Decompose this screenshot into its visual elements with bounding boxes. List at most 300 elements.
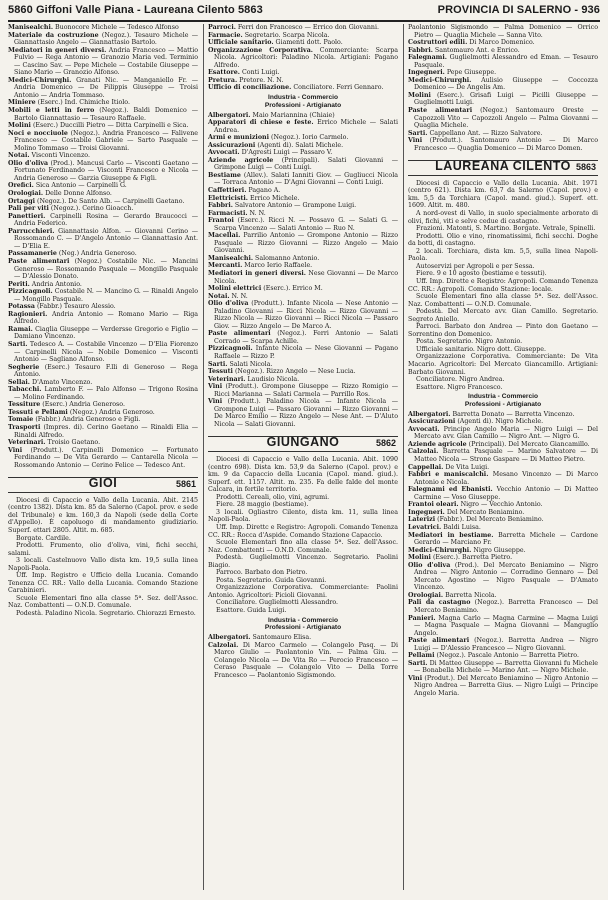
directory-entry (208, 187, 398, 195)
entry-category: Assicurazioni (408, 418, 456, 426)
entry-names: Santomauro Ant. e Enrico. (432, 46, 520, 54)
town-number: 5861 (175, 479, 196, 490)
header-left: 5860 Giffoni Valle Piana - Laureana Cilento 5863 (8, 4, 263, 16)
entry-category: Paste alimentari (8, 257, 70, 265)
entry-category: Aziende agricole (408, 440, 467, 448)
entry-names: Maio Mariannina (Chiaie) (250, 111, 335, 119)
section-title: Industria - Commercio (468, 393, 538, 401)
directory-entry (8, 107, 198, 122)
entry-names: Barretta Donato — Barretta Vincenzo. (450, 410, 575, 418)
column-1 (8, 24, 198, 618)
entry-category: Medici-Chirurghi. (408, 76, 472, 84)
town-paragraph: Scuole Elementari fino alla classe 5ª. Sez. dell'Assoc. Naz. Combattenti — O.N.D. Comunale. (8, 594, 198, 610)
entry-names: (Impres. di). Cerino Gaetano — Rinaldi Elia — Rinaldi Alfredo. (14, 423, 198, 439)
entry-category: Trasporti (8, 423, 41, 431)
entry-names: (Principali). Del Mercato Giancamillo. (466, 440, 590, 448)
entry-names: Errico Michele. (248, 194, 300, 202)
entry-names: (Negoz.) Santomauro Oreste — Capozzoli Vito — Capozzoli Angelo — Palma Giovanni — Quaglia Michele. (414, 107, 599, 130)
entry-names: (Fabbr.) Andria Generoso e Figli. (33, 416, 141, 424)
directory-entry (8, 47, 198, 77)
entry-category: Medici-Chirurghi. (408, 546, 472, 554)
town-paragraph: Prodotti. Cereali, olio, vini, agrumi. (216, 493, 330, 501)
directory-entry (408, 471, 598, 486)
directory-entry (8, 213, 198, 228)
entry-category: Mercanti. (208, 262, 243, 270)
directory-entry (408, 130, 598, 138)
entry-names: (Prod.). Mancusi Carlo — Visconti Gaetano — Fortunato Ferdinando — Visconti Francesco e Nicola — Andria Generoso — Garzia Giuseppe & Figli. (14, 159, 198, 182)
town-paragraph: 3 locali. Castelnuovo Vallo dista km. 19,5 sulla linea Napoli-Paola. (8, 557, 198, 572)
directory-entry (408, 637, 598, 652)
entry-category: Elettricisti. (208, 194, 248, 202)
entry-names: (Eserc.) Ind. Chimiche Itiolo. (35, 99, 130, 107)
directory-entry (8, 401, 198, 409)
directory-entry (208, 634, 398, 642)
entry-category: Ufficiale sanitario. (208, 39, 274, 47)
entry-category: Ragionieri. (8, 310, 48, 318)
entry-category: Paste alimentari (208, 330, 271, 338)
entry-names: (Eserc.). Barretta Pietro. (430, 554, 513, 562)
entry-names: Nigro — Vecchio Antonio. (458, 501, 543, 509)
entry-names: Del Mercato Beniamino. (444, 508, 525, 516)
entry-names: Errico Michele — Salati Andrea. (214, 119, 398, 134)
town-heading-giungano (208, 436, 398, 452)
section-heading (208, 94, 398, 110)
directory-entry (408, 509, 598, 517)
entry-names: Giamenti dott. Paolo. (273, 39, 343, 47)
directory-entry (408, 411, 598, 419)
entry-names: (Principali). Salati Giovanni — Grimpone Luigi — Conti Luigi. (214, 156, 398, 172)
town-paragraph: Podestà. Paladino Nicola. Segretario. Chiorazzi Ernesto. (16, 610, 196, 618)
directory-entry (208, 210, 398, 218)
entry-category: Mediatori in generi diversi. (208, 270, 306, 277)
section-subtitle: Professioni - Artigianato (264, 101, 342, 109)
entry-category: Olio d'oliva (208, 300, 249, 308)
entry-category: Sarti. (408, 129, 428, 137)
entry-category: Albergatori. (408, 410, 451, 418)
entry-names: Conciliatore. Ferri Gennaro. (291, 84, 384, 92)
entry-names: (Negoz.). Rizzo Angelo — Nese Lucia. (232, 368, 356, 376)
town-paragraph: Scuole Elementari fino alla classe 5ª. Sez. dell'Assoc. Naz. Combattenti — O.N.D. Comunale. (408, 293, 598, 308)
town-paragraph: Diocesi di Capaccio e Vallo della Lucania. Abit. 1971 (centro 621). Dista km. 63,7 da Salerno (Capol. prov.) e km. 5,5 da Torchiara (Capol. mand. giud.). Superf. ett. 1609. Altit. m. 480. (408, 179, 598, 210)
town-paragraph: Autoservizi per Agropoli e per Sessa. (416, 262, 535, 270)
entry-category: Avvocati. (408, 425, 440, 433)
directory-entry (208, 69, 398, 77)
entry-category: Veterinari. (208, 375, 246, 383)
directory-entry (8, 288, 198, 303)
entry-names: Baldi Luisa. (441, 523, 481, 531)
town-paragraph: Conciliatore. Guglielmotti Alessandro. (216, 599, 339, 607)
directory-entry (408, 54, 598, 69)
directory-entry (408, 107, 598, 130)
entry-category: Esattore. (208, 69, 240, 77)
column-3 (408, 24, 598, 698)
entry-category: Medici-Chirurghi. (8, 76, 72, 84)
entry-names: (Produt.). Del Mercato Beniamino — Nigro Antonio — Nigro Andrea — Barretta Gius. — Nigro Luigi — Principe Angelo Maria. (414, 674, 598, 697)
entry-names: Cappellano Ant. — Rizzo Salvatore. (427, 129, 543, 137)
entry-names: Conti Luigi. (239, 69, 280, 77)
town-paragraph: Uff. Imp. Registro e Ufficio della Lucania. Comando Tenenza CC. RR.: Vallo della Lucania. Comando Stazione Carabinieri. (8, 572, 198, 595)
directory-entry (8, 152, 198, 160)
section-title: Industria - Commercio (268, 616, 338, 624)
directory-entry (208, 142, 398, 150)
directory-entry (408, 24, 598, 39)
directory-entry (208, 202, 398, 210)
entry-names: Di Matteo Giuseppe — Barretta Giovanni fu Michele — Bonabella Michele — Marino Ant. — Nigro Michele. (414, 659, 598, 675)
directory-entry (8, 250, 198, 258)
directory-entry (208, 24, 398, 32)
entry-category: Molini (408, 554, 431, 562)
entry-names: (Negoz.). Ferri Antonio — Salati Corrado — Scarpa Achille. (214, 330, 398, 345)
entry-names: Commerciante: Scarpa Nicola. Agricoltori: Paladino Nicola. Artigiani: Pagano Alfredo. (214, 46, 398, 69)
entry-names: (Negoz.) Costabile Nic. — Mancini Generoso — Rossomando Pasquale — Mongillo Pasquale — D'Alessio Donato. (14, 257, 198, 281)
directory-entry (208, 383, 398, 398)
directory-entry (8, 341, 198, 364)
directory-entry (208, 398, 398, 428)
directory-entry (408, 675, 598, 698)
entry-category: Miniere (8, 99, 36, 107)
entry-category: Vini (208, 398, 223, 406)
entry-names: Laudisio Nicola. (245, 375, 300, 383)
directory-entry (408, 486, 598, 501)
directory-entry (208, 330, 398, 345)
entry-names: Guglielmotti Alessandro ed Eman. — Tesauro Pasquale. (414, 54, 598, 69)
entry-category: Orologiai. (408, 591, 444, 599)
directory-entry (8, 281, 198, 289)
directory-entry (208, 368, 398, 376)
entry-names: Granati Nic. — Manganiello Fr. — Andria Domenico — De Filippis Giuseppe — Troisi Antonio — Andria Tommaso. (14, 76, 198, 99)
directory-entry (8, 439, 198, 447)
directory-entry (208, 217, 398, 232)
column-divider (403, 24, 404, 890)
entry-names: Salomanno Antonio. (253, 254, 320, 262)
directory-entry (8, 326, 198, 341)
entry-category: Molini (408, 91, 431, 99)
giffoni-entries (8, 24, 198, 469)
directory-entry (8, 364, 198, 379)
entry-category: Aziende agricole (208, 156, 274, 164)
entry-category: Veterinari. (8, 439, 46, 447)
directory-entry (208, 84, 398, 92)
directory-entry (8, 409, 198, 417)
entry-category: Manisealchi. (208, 254, 254, 262)
section-heading (208, 617, 398, 633)
town-paragraph: Parroco. Barbato don Pietro. (216, 569, 308, 577)
entry-names: Visconti Vincenzo. (29, 152, 90, 160)
directory-entry (408, 47, 598, 55)
entry-names: De Vita Luigi. (443, 463, 490, 471)
directory-entry (8, 386, 198, 401)
directory-entry (408, 77, 598, 92)
entry-category: Albergatori. (208, 111, 251, 119)
directory-entry (408, 448, 598, 463)
directory-entry (408, 69, 598, 77)
entry-names: N. N. (247, 209, 266, 217)
directory-entry (8, 130, 198, 153)
entry-category: Tessuti (208, 368, 233, 376)
column-divider (203, 24, 204, 890)
entry-names: Buonocore Michele — Tedesco Alfonso (53, 24, 179, 31)
entry-category: Bestiame (208, 171, 241, 179)
entry-category: Organizzazione Corporativa. (208, 46, 313, 54)
directory-entry (408, 418, 598, 426)
entry-names: Infante Nicola — Nese Giovanni — Pagano Raffaele — Rizzo P. (214, 345, 398, 361)
entry-category: Falegnami. (408, 54, 447, 62)
town-paragraph: Ufficiale sanitario. Nigro dott. Giuseppe. (416, 345, 546, 353)
entry-names: D'Amato Vincenzo. (30, 378, 93, 386)
entry-names: (Negoz.). Iorio Carmelo. (269, 134, 349, 142)
town-paragraph: Organizzazione Corporativa. Commerciante: Paolini Antonio. Agricoltori: Picioli Giovanni. (208, 584, 398, 599)
entry-category: Frantoi oleari. (408, 501, 459, 509)
entry-names: (Fabbr.). Del Mercato Beniamino. (435, 516, 544, 524)
directory-entry (8, 303, 198, 311)
entry-names: Andria Antonio — Romano Mario — Riga Alfredo. (14, 310, 198, 326)
entry-names: Delle Donne Alfonso. (43, 190, 112, 198)
directory-entry (208, 47, 398, 70)
gioi-entries (208, 24, 398, 92)
directory-entry (8, 258, 198, 281)
entry-names: Troisio Gaetano. (45, 439, 101, 447)
entry-category: Assicurazioni (208, 141, 256, 149)
town-name: GIOI (88, 476, 118, 491)
entry-category: Sarti. (8, 340, 28, 348)
entry-category: Mediatori in bestiame. (408, 531, 494, 539)
entry-category: Tessuti e Pellami (8, 408, 68, 416)
entry-category: Materiale da costruzione (8, 31, 99, 39)
entry-names: Pepe Giuseppe. (444, 69, 497, 77)
entry-names: (Fabbr.) Tesauro Alessio. (34, 303, 116, 311)
section-title: Industria - Commercio (268, 93, 338, 101)
entry-category: Costruttori edili. (408, 39, 468, 47)
column-2 (208, 24, 398, 679)
entry-category: Levatrici. (408, 523, 442, 531)
directory-entry (408, 137, 598, 152)
town-paragraph: Frazioni. Matonti, S. Martino. Borgate. Vetrale, Spinelli. (416, 225, 596, 233)
entry-names: Carpinelli Rosina — Gerardo Braucocci — Andria Federico. (14, 212, 198, 228)
entry-names: Paolantonio Sigismondo — Palma Domenico — Orrico Pietro — Quaglia Michele — Sanna Vito. (408, 24, 598, 39)
entry-names: Barretta Michele — Cardone Gerardo — Marciano Fr. (414, 531, 598, 547)
entry-category: Sarti. (208, 360, 228, 368)
entry-names: Magna Carlo — Magna Carmine — Magna Luigi — Magna Pasquale — Magna Giovanni — Manguglio Angelo. (414, 614, 598, 637)
giungano-continued-entries (408, 24, 598, 152)
entry-names: Pretore. N. N. (237, 76, 284, 84)
entry-names: (Negoz.). De Santo Alb. — Carpinelli Gaetano. (35, 197, 185, 205)
directory-entry (8, 99, 198, 107)
directory-entry (408, 532, 598, 547)
directory-entry (208, 32, 398, 40)
entry-names: (Eserc.). Grisafi Luigi — Picilli Giuseppe — Guglielmotti Luigi. (414, 91, 598, 107)
directory-entry (408, 599, 598, 614)
entry-names: (Negoz.). Andria Francesco — Falivene Francesco — Costabile Gabriele — Sarto Pasquale — Molino Tommaso — Troisi Giovanni. (14, 129, 198, 152)
entry-category: Ramai. (8, 325, 33, 333)
entry-category: Sarti. (408, 659, 428, 667)
directory-entry (8, 228, 198, 251)
entry-category: Panettieri. (8, 212, 46, 220)
entry-category: Tessiture (8, 401, 41, 409)
entry-names: Andria Francesco — Mattio Fulvio — Rega Antonio — Granozio Maria ved. Terminio — Cascino Sav. — Pepe Michele — Costabile Giuseppe — Siano Mario — Granozio Alfonso. (14, 46, 198, 77)
directory-entry (8, 24, 198, 32)
entry-names: Ciaglia Giuseppe — Verdersse Gregorio e Figlio — Damiano Vincenzo. (14, 325, 198, 341)
town-paragraph: Diocesi di Capaccio e Vallo della Lucania. Abit. 2145 (centro 1382). Dista km. 85 da Salerno (Capol. prov. e sede del Tribunale) e km. 160,3 da Napoli (sede della Corte d'Appello). È capoluogo di mandamento giudiziario. Superf. ettari 2805. Altit. m. 685. (8, 496, 198, 534)
entry-category: Orefici. (8, 182, 34, 190)
entry-category: Ingegneri. (408, 508, 445, 516)
directory-entry (208, 300, 398, 330)
entry-names: (Prod.). Del Mercato Beniamino — Nigro Andrea — Nigro Antonio — Corradino Gennaro — Del Mercato Agostino — Nigro Pasquale — D'Amato Vincenzo. (414, 561, 598, 592)
entry-category: Passamanerie (8, 250, 57, 258)
section-subtitle: Professioni - Artigianato (464, 400, 542, 408)
entry-names: (Eserc.). Ricci N. — Possavo G. — Salati G. — Scarpa Vincenzo — Salati Antonio — Ruo N. (214, 217, 398, 232)
directory-entry (208, 157, 398, 172)
town-paragraph: Diocesi di Capaccio e Vallo della Lucania. Abit. 1090 (centro 698). Dista km. 53,9 da Salerno (Capol. prov.) e km. 9 da Capaccio della Lucania (Capol. mand. giud.). Superf. ett. 1157. Altit. m. 235. Fa delle falde del monte Calcara, in fertile territorio. (208, 456, 398, 494)
directory-entry (8, 311, 198, 326)
entry-names: Parrilio Antonio — Grompone Antonio — Rizzo Pasquale — Rizzo Giovanni — Rizzo Angelo — Maio Giovanni. (214, 232, 398, 255)
entry-names: (Agenti di). Nigro Michele. (455, 418, 544, 426)
directory-entry (208, 134, 398, 142)
entry-category: Segherie (8, 363, 40, 371)
directory-entry (208, 232, 398, 255)
directory-entry (408, 464, 598, 472)
town-paragraph: Conciliatore. Nigro Andrea. (416, 376, 505, 384)
directory-entry (408, 652, 598, 660)
directory-entry (208, 119, 398, 134)
town-paragraph: Esattore. Guida Luigi. (216, 606, 287, 614)
laureana-trade-entries (408, 411, 598, 698)
entry-category: Molini elettrici (208, 285, 262, 293)
directory-entry (208, 285, 398, 293)
town-paragraph: Uff. Imp. Direttc e Registro: Agropoli. Comando Tenenza CC. RR.: Rocca d'Aspide. Comando Stazione Capaccio. (208, 523, 398, 539)
entry-names: (Neg.) Andria Generoso. (56, 250, 137, 258)
entry-names: (Eserc.) Andria Generoso. (40, 401, 125, 409)
entry-category: Noci e nocciuole (8, 129, 68, 137)
town-name: GIUNGANO (266, 435, 340, 450)
town-paragraph: Uff. Imp. Dirette e Registro: Agropoli. Comando Tenenza CC. RR.: Agropoli. Comando Stazione: locale. (408, 277, 598, 293)
entry-names: Di Marco Carmelo — Colangelo Pasq. — Di Marco Giulio — Paolantonio Vin. — Palma Giu. — Colangelo Nicola — De Vita Ro — Perocio Francesco — Ceraso Pasquale — Colangelo Vito — Della Torre Francesco — Paolantonio Sigismondo. (214, 641, 398, 679)
entry-category: Mediatori in generi diversi. (8, 46, 107, 54)
entry-category: Ingegneri. (408, 69, 445, 77)
entry-category: Calzolai. (208, 641, 239, 649)
directory-entry (408, 92, 598, 107)
town-paragraph: A nord-ovest di Vallo, in suolo specialmente arborato di olivi, fichi, viti e selve cedue di castagno. (408, 210, 598, 225)
directory-entry (208, 149, 398, 157)
section-subtitle: Professioni - Artigianato (264, 624, 342, 632)
entry-category: Parrucchieri. (8, 227, 55, 235)
directory-entry (208, 195, 398, 203)
entry-category: Paste alimentari (408, 637, 470, 645)
entry-category: Notai. (8, 152, 30, 160)
entry-names: Giannattasio Alfon. — Giovanni Cerino — Rossomando C. — D'Angelo Antonio — Giannattasio Ant. — D'Elia E. (14, 227, 198, 250)
directory-entry (8, 447, 198, 470)
entry-names: Nese Giovanni — De Marco Nicola. (214, 270, 399, 285)
entry-names: Mesano Vincenzo — Di Marco Antonio e Nicola. (414, 471, 598, 486)
entry-category: Cappellai. (408, 463, 444, 471)
entry-category: Potassa (8, 303, 35, 311)
entry-category: Farmacisti. (208, 209, 248, 217)
directory-entry (408, 501, 598, 509)
entry-category: Apparatori di chiese e feste. (208, 119, 314, 127)
directory-entry (8, 424, 198, 439)
header-right: PROVINCIA DI SALERNO - 936 (437, 4, 600, 16)
town-paragraph: Podestà. Guglielmotti Vincenzo. Segretario. Paolini Biagio. (208, 554, 398, 569)
town-heading-gioi (8, 477, 198, 493)
entry-names: (Produtt.). Infante Nicola — Nese Antonio — Paladino Giovanni — Ricci Nicola — Rizzo Giovanni — Rizzo Nicola — Rizzo Giovanni — Ricci Nicola — Passaro Giov. — Rizzo Angelo — De Marco A. (214, 300, 398, 330)
town-paragraph: Podestà. Del Mercato avv. Gian Camillo. Segretario. Segreto Aniello. (408, 308, 598, 323)
entry-names: Di Marco Domenico. (467, 39, 535, 47)
directory-entry (8, 205, 198, 213)
entry-names: Salati Nicola. (227, 360, 273, 368)
entry-category: Frantoi (208, 217, 234, 225)
directory-entry (408, 615, 598, 638)
entry-names: Pagano A. (246, 186, 281, 194)
town-heading-laureana (408, 160, 598, 176)
entry-names: (Produtt.). Carpinelli Domenico — Fortunato Ferdinando — De Vita Gerardo — Cantarella Nicola — Rossomando Antonio — Cerino Felice — Tedesco Ant. (14, 446, 198, 469)
entry-category: Tabacchi. (8, 386, 42, 394)
entry-names: (Produtt.). Grompone Giuseppe — Rizzo Romigio — Ricci Marianna — Salati Carmela — Parrillo Ros. (214, 383, 398, 398)
entry-category: Pretura. (208, 76, 238, 84)
town-number: 5862 (375, 438, 396, 449)
entry-category: Orologiai. (8, 190, 44, 198)
directory-entry (8, 122, 198, 130)
entry-names: D'Agresti Luigi — Passaro V. (239, 149, 333, 157)
entry-names: Principe Angelo Maria — Nigro Luigi — Del Mercato avv. Gian Camillo — Nigro Ant. — Nigro G. (414, 425, 598, 441)
entry-category: Pali da castagno (408, 599, 471, 607)
directory-entry (208, 77, 398, 85)
entry-category: Albergatori. (208, 634, 251, 642)
entry-names: (Allev.). Salati Ianniti Giov. — Gugliucci Nicola — Torraca Antonio — D'Agni Giovanni — Conti Luigi. (214, 171, 398, 187)
entry-names: Andria Antonio. (29, 280, 82, 288)
entry-names: Santomauro Elisa. (250, 634, 312, 642)
entry-category: Periti. (8, 280, 30, 288)
town-paragraph: Esattore. Nigro Francesco. (416, 383, 503, 391)
town-paragraph: 3 locali. Ogliastro Cilento, dista km. 11, sulla linea Napoli-Paola. (208, 508, 398, 524)
entry-category: Vini (408, 674, 423, 682)
entry-category: Armi e munizioni (208, 134, 269, 142)
entry-names: Nigro Giuseppe. (471, 546, 526, 554)
directory-entry (208, 262, 398, 270)
entry-category: Macellai. (208, 232, 241, 240)
directory-entry (208, 293, 398, 301)
entry-names: (Produtt.). Santomauro Antonio — Di Marco Francesco — Quaglia Domenico — Di Marco Domen. (414, 137, 598, 152)
section-heading (408, 393, 598, 409)
entry-names: Sica Antonio — Carpinelli G. (33, 182, 127, 190)
entry-names: (Negoz.). Barretta Francesco — Del Mercato Beniamino. (414, 599, 598, 614)
entry-category: Farmacie. (208, 31, 243, 39)
town-paragraph: Parroci. Barbato don Andrea — Pinto don Gaetano — Sorrentino don Domenico. (408, 323, 598, 338)
town-paragraph: Organizzazione Corporativa. Commerciante: De Vita Macario. Agricoltori: Del Mercato Giancamillo. Artigiani: Barbato Giovanni. (408, 353, 598, 376)
directory-entry (8, 32, 198, 47)
entry-category: Laterizi (408, 516, 436, 524)
directory-entry (408, 426, 598, 441)
entry-category: Notai. (208, 292, 230, 300)
directory-entry (408, 524, 598, 532)
directory-entry (408, 660, 598, 675)
entry-category: Parroci. (208, 24, 236, 31)
entry-names: (Negoz.). Pascale Antonio — Barretta Pietro. (434, 652, 579, 660)
entry-category: Avvocati. (208, 149, 240, 157)
directory-entry (408, 562, 598, 592)
town-paragraph: Prodotti. Olio e vino, rinomatissimi, fichi secchi. Doghe da botti, di castagno. (408, 232, 598, 248)
town-paragraph: Prodotti. Frumento, olio d'oliva, vini, fichi secchi, salami. (8, 542, 198, 557)
directory-entry (408, 547, 598, 555)
directory-entry (208, 376, 398, 384)
directory-entry (208, 39, 398, 47)
entry-names: N. N. (229, 292, 248, 300)
page-header (8, 3, 600, 17)
entry-names: Barretta Pasquale — Marino Salvatore — Di Matteo Nicola — Strone Gaspare — Di Matteo Pietro. (414, 448, 598, 464)
entry-category: Vini (8, 446, 23, 454)
entry-category: Vini (408, 137, 423, 145)
entry-category: Caffettieri. (208, 186, 247, 194)
entry-names: Costabile N. — Mancino G. — Rinaldi Angelo — Mongillo Pasquale. (14, 288, 198, 303)
entry-category: Paste alimentari (408, 107, 473, 115)
